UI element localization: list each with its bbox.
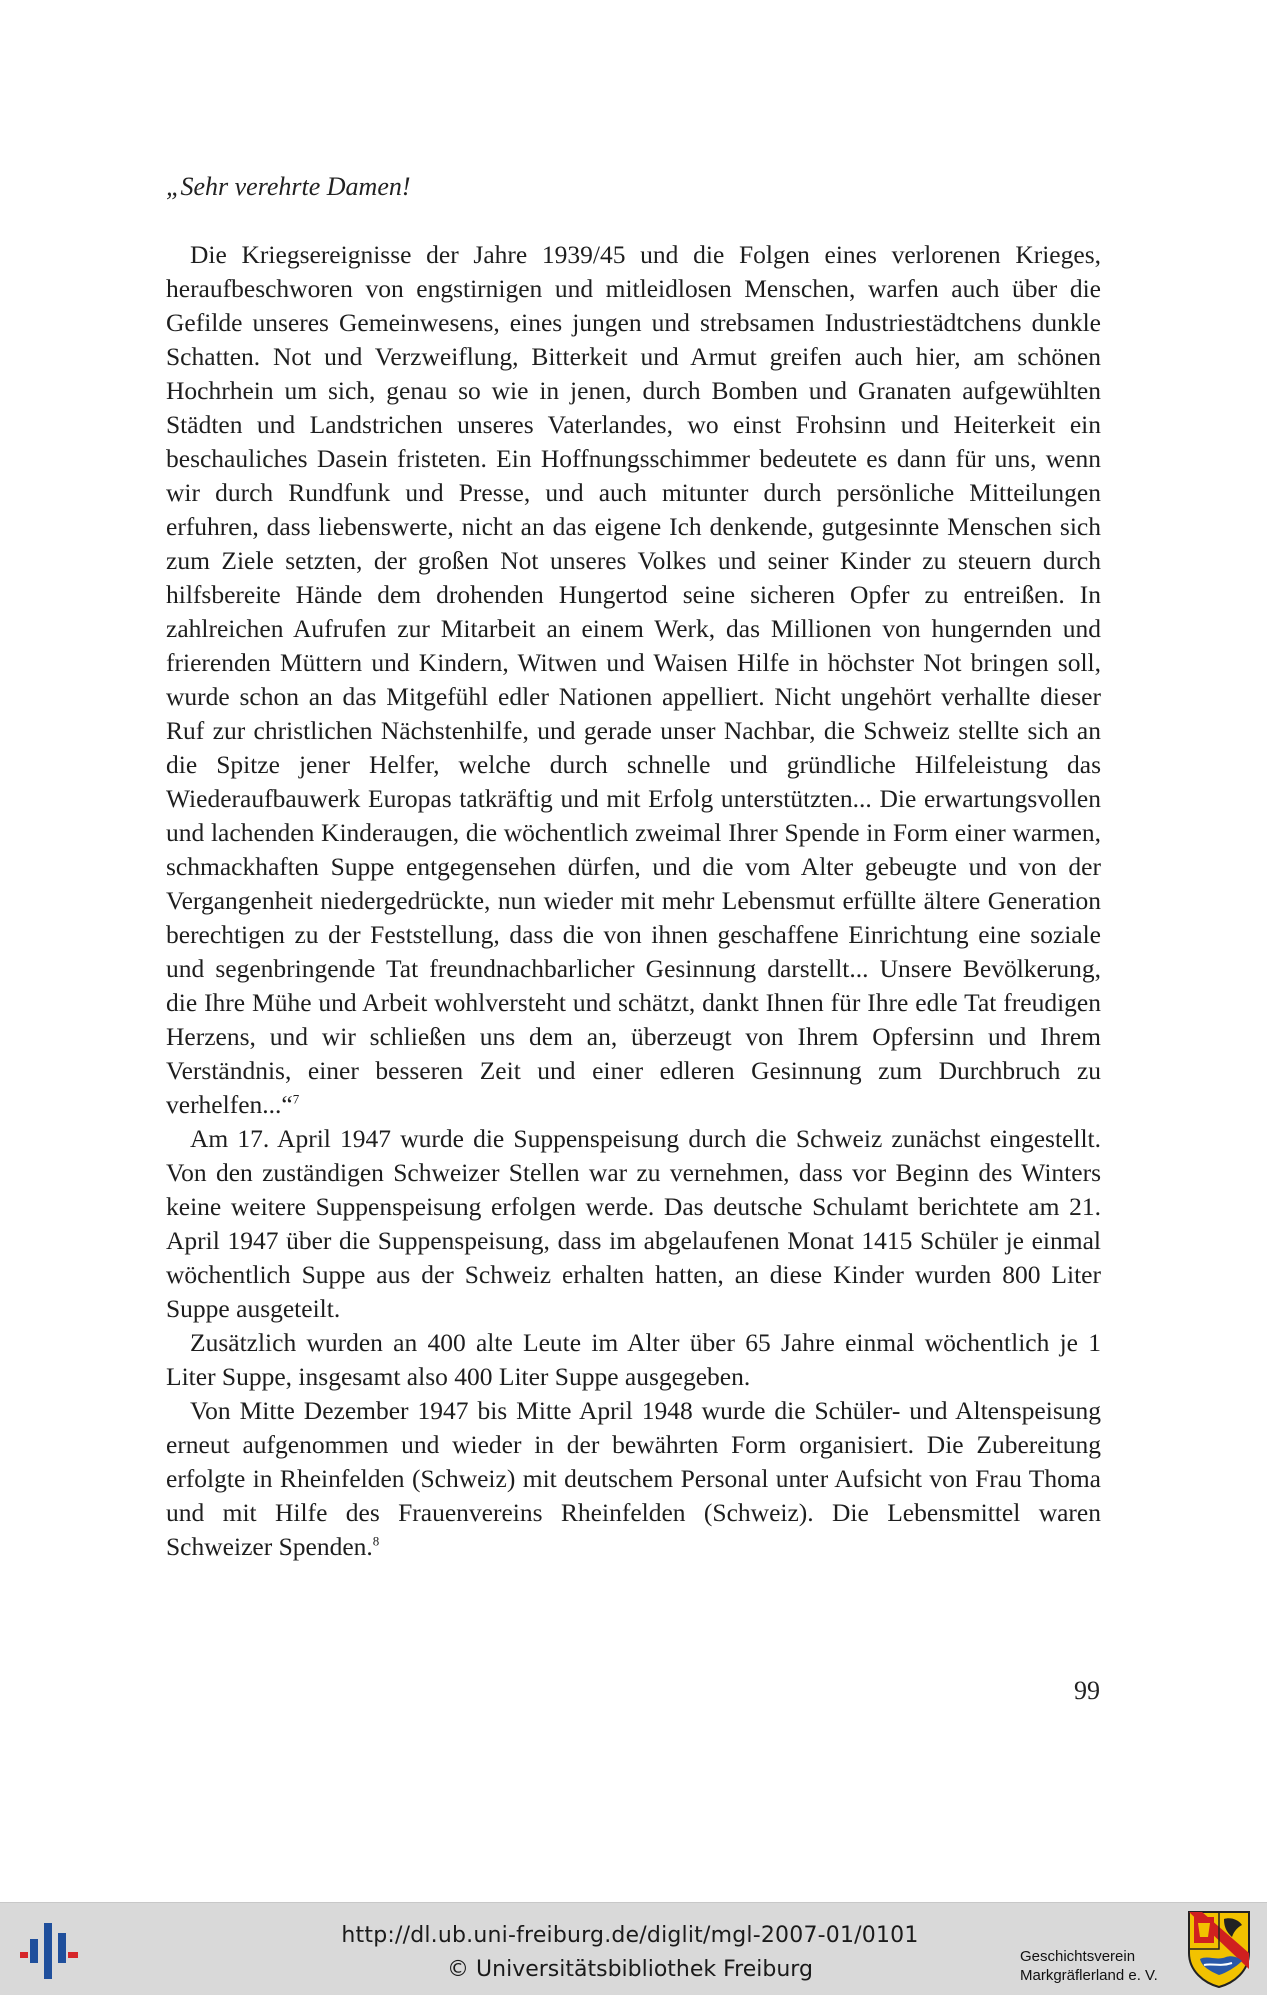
page-number: 99	[1074, 1676, 1100, 1705]
university-library-logo-icon[interactable]	[18, 1919, 80, 1981]
coat-of-arms-icon	[1186, 1909, 1252, 1989]
document-url-link[interactable]: http://dl.ub.uni-freiburg.de/diglit/mgl-2007-01/0101	[341, 1923, 919, 1948]
paragraph-2-text: Am 17. April 1947 wurde die Suppenspeisung durch die Schweiz zunächst eingestellt. Von den zuständigen Schweizer Stellen war zu vernehmen, dass vor Beginn des Winters keine weitere Suppenspeisung erfolgen werde. Das deutsche Schulamt berichtete am 21. April 1947 über die Suppenspeisung, dass im abgelaufenen Monat 1415 Schüler je einmal wöchentlich Suppe aus der Schweiz erhalten hatten, an diese Kinder wurden 800 Liter Suppe ausgeteilt.	[166, 1124, 1101, 1323]
copyright-notice: © Universitätsbibliothek Freiburg	[447, 1957, 813, 1982]
society-name-line2: Markgräflerland e. V.	[1020, 1967, 1158, 1984]
salutation: „Sehr verehrte Damen!	[166, 172, 411, 201]
body-text	[166, 238, 1101, 1564]
society-name	[1020, 1947, 1158, 1985]
paragraph-3	[166, 1326, 1101, 1394]
footnote-ref-8[interactable]: 8	[372, 1533, 380, 1549]
paragraph-4	[166, 1394, 1101, 1564]
society-name-line1: Geschichtsverein	[1020, 1948, 1136, 1965]
paragraph-2	[166, 1122, 1101, 1326]
paragraph-3-text: Zusätzlich wurden an 400 alte Leute im Alter über 65 Jahre einmal wöchentlich je 1 Liter Suppe, insgesamt also 400 Liter Suppe ausgegeben.	[166, 1328, 1101, 1391]
footer-bar	[0, 1902, 1267, 1995]
paragraph-1-text: Die Kriegsereignisse der Jahre 1939/45 und die Folgen eines verlorenen Krieges, heraufbeschworen von engstirnigen und mitleidlosen Menschen, warfen auch über die Gefilde unseres Gemeinwesens, eines jungen und strebsamen Industriestädtchens dunkle Schatten. Not und Verzweiflung, Bitterkeit und Armut greifen auch hier, am schönen Hochrhein um sich, genau so wie in jenen, durch Bomben und Granaten aufgewühlten Städten und Landstrichen unseres Vaterlandes, wo einst Frohsinn und Heiterkeit ein beschauliches Dasein fristeten. Ein Hoffnungsschimmer bedeutete es dann für uns, wenn wir durch Rundfunk und Presse, und auch mitunter durch persönliche Mitteilungen erfuhren, dass liebenswerte, nicht an das eigene Ich denkende, gutgesinnte Menschen sich zum Ziele setzten, der großen Not unseres Volkes und seiner Kinder zu steuern durch hilfsbereite Hände dem drohenden Hungertod seine sicheren Opfer zu entreißen. In zahlreichen Aufrufen zur Mitarbeit an einem Werk, das Millionen von hungernden und frierenden Müttern und Kindern, Witwen und Waisen Hilfe in höchster Not bringen soll, wurde schon an das Mitgefühl edler Nationen appelliert. Nicht ungehört verhallte dieser Ruf zur christlichen Nächstenhilfe, und gerade unser Nachbar, die Schweiz stellte sich an die Spitze jener Helfer, welche durch schnelle und gründliche Hilfeleistung das Wiederaufbauwerk Europas tatkräftig und mit Erfolg unterstützten... Die erwartungsvollen und lachenden Kinderaugen, die wöchentlich zweimal Ihrer Spende in Form einer warmen, schmackhaften Suppe entgegensehen dürfen, und die vom Alter gebeugte und von der Vergangenheit niedergedrückte, nun wieder mit mehr Lebensmut erfüllte ältere Generation berechtigen zu der Feststellung, dass die von ihnen geschaffene Einrichtung eine soziale und segenbringende Tat freundnachbarlicher Gesinnung darstellt... Unsere Bevölkerung, die Ihre Mühe und Arbeit wohlversteht und schätzt, dankt Ihnen für Ihre edle Tat freudigen Herzens, und wir schließen uns dem an, überzeugt von Ihrem Opfersinn und Ihrem Verständnis, einer besseren Zeit und einer edleren Gesinnung zum Durchbruch zu verhelfen...“	[166, 240, 1101, 1119]
paragraph-4-text: Von Mitte Dezember 1947 bis Mitte April 1948 wurde die Schüler- und Altenspeisung erneut aufgenommen und wieder in der bewährten Form organisiert. Die Zubereitung erfolgte in Rheinfelden (Schweiz) mit deutschem Personal unter Aufsicht von Frau Thoma und mit Hilfe des Frauenvereins Rheinfelden (Schweiz). Die Lebensmittel waren Schweizer Spenden.	[166, 1396, 1101, 1561]
paragraph-1	[166, 238, 1101, 1122]
footnote-ref-7[interactable]: 7	[292, 1091, 300, 1107]
